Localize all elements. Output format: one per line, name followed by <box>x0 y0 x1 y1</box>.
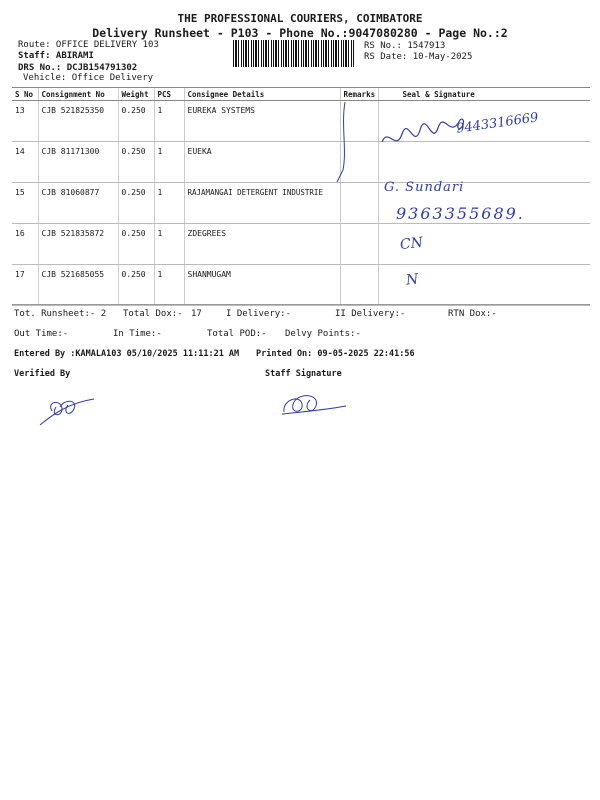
barcode <box>233 40 355 67</box>
delvy-points-label: Delvy Points:- <box>285 329 361 339</box>
rs-date: RS Date: 10-May-2025 <box>364 52 473 62</box>
cell-sno: 14 <box>12 142 38 183</box>
col-sno: S No <box>12 88 38 101</box>
cell-consignment: CJB 521685055 <box>38 265 118 306</box>
table-row <box>12 142 590 183</box>
staff-signature <box>280 390 350 420</box>
out-time-label: Out Time:- <box>14 329 69 339</box>
table-row <box>12 224 590 265</box>
ink-bracket-stroke <box>335 100 355 185</box>
drs-number: DRS No.: DCJB154791302 <box>18 63 138 73</box>
cell-consignee: EUREKA SYSTEMS <box>184 101 340 142</box>
staff-signature-label: Staff Signature <box>265 369 342 379</box>
printed-on: Printed On: 09-05-2025 22:41:56 <box>256 349 415 359</box>
entered-by: Entered By :KAMALA103 05/10/2025 11:11:21 AM <box>14 349 240 359</box>
total-dox-value: 17 <box>191 309 202 319</box>
cell-consignee: SHANMUGAM <box>184 265 340 306</box>
handwritten-name: G. Sundari <box>384 180 465 195</box>
handwritten-phone-2: 9363355689. <box>396 204 525 223</box>
cell-sno: 13 <box>12 101 38 142</box>
cell-consignment: CJB 521835872 <box>38 224 118 265</box>
total-runsheet: Tot. Runsheet:- 2 <box>14 309 107 319</box>
handwritten-mark-2: N <box>405 271 420 289</box>
handwritten-mark-1: CN <box>399 234 424 254</box>
cell-weight: 0.250 <box>118 101 154 142</box>
cell-weight: 0.250 <box>118 265 154 306</box>
i-delivery-label: I Delivery:- <box>226 309 292 319</box>
cell-consignment: CJB 521825350 <box>38 101 118 142</box>
cell-pcs: 1 <box>154 101 184 142</box>
route-label: Route: OFFICE DELIVERY 103 <box>18 40 159 50</box>
cell-consignee: ZDEGREES <box>184 224 340 265</box>
cell-remarks <box>340 183 378 224</box>
verified-signature <box>38 395 100 429</box>
col-weight: Weight <box>118 88 154 101</box>
staff-label: Staff: ABIRAMI <box>18 51 94 61</box>
table-header <box>12 88 590 101</box>
col-seal-signature: Seal & Signature <box>378 88 590 101</box>
col-pcs: PCS <box>154 88 184 101</box>
vehicle-label: Vehicle: Office Delivery <box>23 73 154 83</box>
cell-pcs: 1 <box>154 224 184 265</box>
company-name: THE PROFESSIONAL COURIERS, COIMBATORE <box>177 12 423 25</box>
cell-weight: 0.250 <box>118 224 154 265</box>
runsheet-title: Delivery Runsheet - P103 - Phone No.:9047080280 - Page No.:2 <box>92 26 508 40</box>
cell-weight: 0.250 <box>118 142 154 183</box>
cell-sno: 16 <box>12 224 38 265</box>
summary-divider <box>12 304 590 305</box>
cell-consignee: RAJAMANGAI DETERGENT INDUSTRIE <box>184 183 340 224</box>
total-pod-label: Total POD:- <box>207 329 267 339</box>
cell-sno: 15 <box>12 183 38 224</box>
ink-signature-scribble <box>378 112 468 157</box>
cell-consignment: CJB 81060877 <box>38 183 118 224</box>
cell-remarks <box>340 265 378 306</box>
total-dox-label: Total Dox:- <box>123 309 183 319</box>
handwritten-phone-1: 9443316669 <box>455 110 540 137</box>
rtn-dox-label: RTN Dox:- <box>448 309 497 319</box>
cell-pcs: 1 <box>154 183 184 224</box>
cell-remarks <box>340 224 378 265</box>
col-consignment: Consignment No <box>38 88 118 101</box>
rs-number: RS No.: 1547913 <box>364 41 446 51</box>
in-time-label: In Time:- <box>113 329 162 339</box>
ii-delivery-label: II Delivery:- <box>335 309 406 319</box>
verified-by-label: Verified By <box>14 369 71 379</box>
cell-weight: 0.250 <box>118 183 154 224</box>
cell-consignee: EUEKA <box>184 142 340 183</box>
table-row <box>12 265 590 306</box>
cell-pcs: 1 <box>154 265 184 306</box>
cell-pcs: 1 <box>154 142 184 183</box>
cell-sno: 17 <box>12 265 38 306</box>
col-consignee: Consignee Details <box>184 88 340 101</box>
cell-consignment: CJB 81171300 <box>38 142 118 183</box>
col-remarks: Remarks <box>340 88 378 101</box>
